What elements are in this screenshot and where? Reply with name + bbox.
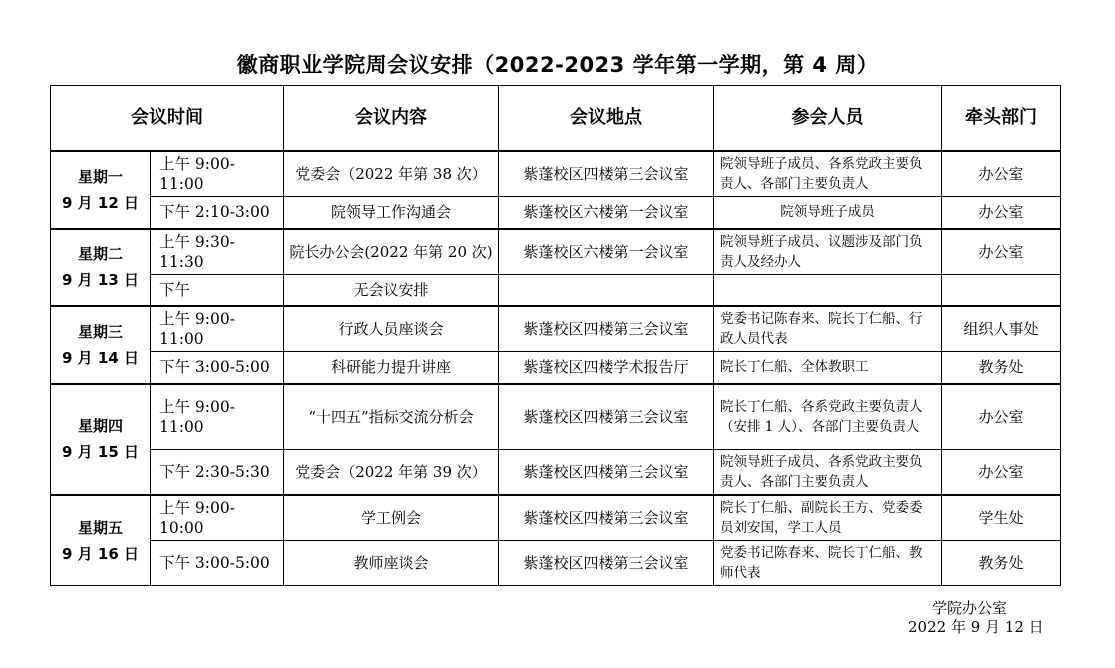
location-cell: 紫蓬校区四楼第三会议室 — [499, 384, 714, 450]
table-row — [51, 541, 1061, 586]
weekday-label: 星期三 — [77, 322, 123, 341]
header-time: 会议时间 — [51, 86, 284, 152]
date-label: 9 月 13 日 — [62, 271, 139, 290]
footer-office: 学院办公室 — [932, 599, 1008, 617]
lead-cell — [942, 274, 1061, 306]
location-cell: 紫蓬校区六楼第一会议室 — [499, 197, 714, 229]
time-cell: 上午 9:00-11:00 — [151, 306, 284, 352]
location-cell: 紫蓬校区四楼第三会议室 — [499, 495, 714, 541]
weekday-label: 星期一 — [77, 167, 123, 186]
time-cell: 上午 9:00-11:00 — [151, 384, 284, 450]
time-cell: 下午 3:00-5:00 — [151, 352, 284, 384]
attendees-cell — [714, 274, 942, 306]
content-cell: “十四五”指标交流分析会 — [284, 384, 499, 450]
header-content: 会议内容 — [284, 86, 499, 152]
header-location: 会议地点 — [499, 86, 714, 152]
content-cell: 科研能力提升讲座 — [284, 352, 499, 384]
day-cell — [51, 229, 151, 307]
table-row — [51, 306, 1061, 352]
header-lead: 牵头部门 — [942, 86, 1061, 152]
lead-cell: 教务处 — [942, 352, 1061, 384]
location-cell — [499, 274, 714, 306]
table-row — [51, 274, 1061, 306]
content-cell: 院长办公会(2022 年第 20 次) — [284, 229, 499, 275]
location-cell: 紫蓬校区六楼第一会议室 — [499, 229, 714, 275]
meeting-schedule-table — [50, 85, 1061, 586]
date-label: 9 月 14 日 — [62, 348, 139, 367]
time-cell: 下午 2:30-5:30 — [151, 450, 284, 496]
content-cell: 无会议安排 — [284, 274, 499, 306]
content-cell: 院领导工作沟通会 — [284, 197, 499, 229]
table-row — [51, 229, 1061, 275]
table-row — [51, 352, 1061, 384]
table-row — [51, 384, 1061, 450]
day-cell — [51, 306, 151, 384]
lead-cell: 办公室 — [942, 197, 1061, 229]
table-row — [51, 197, 1061, 229]
table-row — [51, 151, 1061, 197]
attendees-cell: 院长丁仁船、全体教职工 — [714, 352, 942, 384]
page-title: 徽商职业学院周会议安排（2022-2023 学年第一学期，第 4 周） — [236, 53, 879, 77]
time-cell: 下午 2:10-3:00 — [151, 197, 284, 229]
date-label: 9 月 16 日 — [62, 544, 139, 563]
location-cell: 紫蓬校区四楼第三会议室 — [499, 151, 714, 197]
footer-date: 2022 年 9 月 12 日 — [908, 618, 1044, 636]
attendees-cell: 院长丁仁船、副院长王方、党委委员刘安国，学工人员 — [714, 495, 942, 541]
table-row — [51, 495, 1061, 541]
attendees-cell: 院领导班子成员、议题涉及部门负责人及经办人 — [714, 229, 942, 275]
content-cell: 党委会（2022 年第 38 次） — [284, 151, 499, 197]
day-cell — [51, 151, 151, 229]
date-label: 9 月 12 日 — [62, 193, 139, 212]
location-cell: 紫蓬校区四楼第三会议室 — [499, 306, 714, 352]
time-cell: 上午 9:30-11:30 — [151, 229, 284, 275]
weekday-label: 星期五 — [77, 518, 123, 537]
lead-cell: 学生处 — [942, 495, 1061, 541]
lead-cell: 办公室 — [942, 450, 1061, 496]
content-cell: 行政人员座谈会 — [284, 306, 499, 352]
location-cell: 紫蓬校区四楼学术报告厅 — [499, 352, 714, 384]
lead-cell: 办公室 — [942, 229, 1061, 275]
attendees-cell: 院领导班子成员、各系党政主要负责人、各部门主要负责人 — [714, 450, 942, 496]
content-cell: 教师座谈会 — [284, 541, 499, 586]
lead-cell: 组织人事处 — [942, 306, 1061, 352]
attendees-cell: 院长丁仁船、各系党政主要负责人（安排 1 人）、各部门主要负责人 — [714, 384, 942, 450]
attendees-cell: 党委书记陈春来、院长丁仁船、教师代表 — [714, 541, 942, 586]
time-cell: 下午 3:00-5:00 — [151, 541, 284, 586]
content-cell: 学工例会 — [284, 495, 499, 541]
lead-cell: 办公室 — [942, 384, 1061, 450]
weekday-label: 星期四 — [77, 417, 123, 436]
time-cell: 上午 9:00-11:00 — [151, 151, 284, 197]
day-cell — [51, 495, 151, 586]
day-cell — [51, 384, 151, 496]
location-cell: 紫蓬校区四楼第三会议室 — [499, 450, 714, 496]
date-label: 9 月 15 日 — [62, 443, 139, 462]
table-row — [51, 450, 1061, 496]
weekday-label: 星期二 — [77, 245, 123, 264]
lead-cell: 办公室 — [942, 151, 1061, 197]
lead-cell: 教务处 — [942, 541, 1061, 586]
attendees-cell: 党委书记陈春来、院长丁仁船、行政人员代表 — [714, 306, 942, 352]
attendees-cell: 院领导班子成员、各系党政主要负责人、各部门主要负责人 — [714, 151, 942, 197]
attendees-cell: 院领导班子成员 — [714, 197, 942, 229]
content-cell: 党委会（2022 年第 39 次） — [284, 450, 499, 496]
location-cell: 紫蓬校区四楼第三会议室 — [499, 541, 714, 586]
time-cell: 下午 — [151, 274, 284, 306]
time-cell: 上午 9:00-10:00 — [151, 495, 284, 541]
header-attendees: 参会人员 — [714, 86, 942, 152]
